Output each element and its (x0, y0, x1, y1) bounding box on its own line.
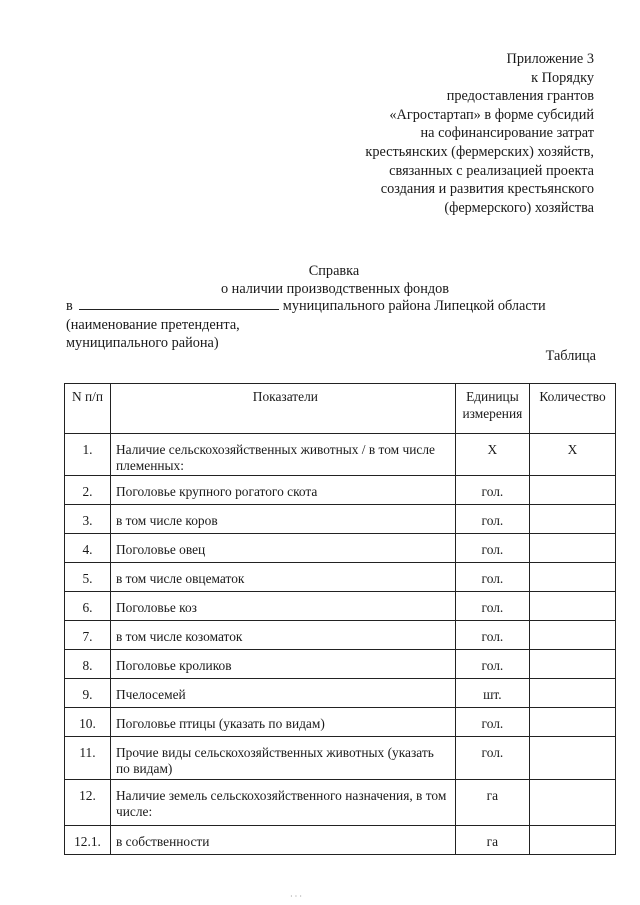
table-row (65, 563, 616, 592)
table-row (65, 505, 616, 534)
blank-note-line-1: (наименование претендента, (66, 317, 240, 333)
row-quantity[interactable] (530, 826, 616, 855)
row-quantity[interactable] (530, 476, 616, 505)
table-header-row (65, 384, 616, 434)
row-num: 11. (65, 737, 111, 780)
appendix-line: «Агростартап» в форме субсидий (389, 106, 594, 123)
table-row (65, 650, 616, 679)
row-unit: гол. (455, 708, 529, 737)
blank-note (66, 316, 240, 352)
row-quantity[interactable] (530, 708, 616, 737)
appendix-line: создания и развития крестьянского (380, 181, 594, 198)
row-num: 12. (65, 780, 111, 826)
production-assets-table (64, 383, 616, 855)
table-row (65, 679, 616, 708)
row-num: 6. (65, 592, 111, 621)
row-quantity[interactable] (530, 621, 616, 650)
table-row (65, 592, 616, 621)
row-num: 12.1. (65, 826, 111, 855)
table-row (65, 780, 616, 826)
row-unit: Х (455, 434, 529, 476)
row-num: 1. (65, 434, 111, 476)
row-unit: шт. (455, 679, 529, 708)
certificate-title: Справка (308, 263, 360, 279)
row-unit: гол. (455, 534, 529, 563)
row-indicator: Поголовье коз (110, 592, 455, 621)
row-indicator: в собственности (110, 826, 455, 855)
appendix-line: крестьянских (фермерских) хозяйств, (365, 143, 594, 160)
row-quantity[interactable] (530, 737, 616, 780)
row-unit: гол. (455, 563, 529, 592)
region-prefix: в (66, 298, 73, 314)
row-indicator: Поголовье кроликов (110, 650, 455, 679)
region-suffix: муниципального района Липецкой области (282, 298, 546, 314)
row-num: 7. (65, 621, 111, 650)
row-quantity[interactable] (530, 592, 616, 621)
row-quantity[interactable] (530, 650, 616, 679)
appendix-line: Приложение 3 (506, 51, 594, 67)
table-row (65, 534, 616, 563)
row-indicator: Поголовье овец (110, 534, 455, 563)
row-num: 9. (65, 679, 111, 708)
row-num: 5. (65, 563, 111, 592)
applicant-name-blank[interactable] (79, 296, 279, 310)
row-num: 3. (65, 505, 111, 534)
row-quantity[interactable] (530, 505, 616, 534)
row-indicator: в том числе коров (110, 505, 455, 534)
appendix-header (274, 50, 594, 217)
appendix-line: на софинансирование затрат (420, 125, 594, 142)
scan-dots: · · · (290, 892, 302, 901)
row-indicator: в том числе козоматок (110, 621, 455, 650)
appendix-line: предоставления грантов (446, 88, 594, 105)
header-num: N п/п (65, 384, 111, 434)
row-quantity[interactable] (530, 534, 616, 563)
row-indicator: в том числе овцематок (110, 563, 455, 592)
row-indicator: Наличие земель сельскохозяйственного назначения, в том числе: (110, 780, 455, 826)
header-quantity: Количество (530, 384, 616, 434)
appendix-line: к Порядку (531, 69, 594, 86)
row-indicator: Прочие виды сельскохозяйственных животных (указать по видам) (110, 737, 455, 780)
row-num: 2. (65, 476, 111, 505)
row-quantity[interactable] (530, 780, 616, 826)
header-indicator: Показатели (110, 384, 455, 434)
row-indicator: Поголовье птицы (указать по видам) (110, 708, 455, 737)
row-unit: гол. (455, 621, 529, 650)
row-indicator: Наличие сельскохозяйственных животных / в том числе племенных: (110, 434, 455, 476)
row-num: 8. (65, 650, 111, 679)
blank-note-line-2: муниципального района) (66, 335, 219, 351)
row-quantity[interactable]: Х (530, 434, 616, 476)
table-row (65, 708, 616, 737)
row-unit: гол. (455, 476, 529, 505)
table-row (65, 434, 616, 476)
row-unit: гол. (455, 592, 529, 621)
table-body (65, 434, 616, 855)
row-unit: га (455, 780, 529, 826)
appendix-line: (фермерского) хозяйства (444, 199, 594, 216)
table-label: Таблица (545, 348, 596, 364)
row-quantity[interactable] (530, 563, 616, 592)
table-row (65, 621, 616, 650)
row-unit: гол. (455, 737, 529, 780)
appendix-line: связанных с реализацией проекта (389, 162, 594, 179)
row-indicator: Поголовье крупного рогатого скота (110, 476, 455, 505)
row-indicator: Пчелосемей (110, 679, 455, 708)
table-row (65, 476, 616, 505)
row-unit: гол. (455, 650, 529, 679)
row-unit: га (455, 826, 529, 855)
row-quantity[interactable] (530, 679, 616, 708)
row-unit: гол. (455, 505, 529, 534)
row-num: 4. (65, 534, 111, 563)
table-row (65, 826, 616, 855)
certificate-title-block (0, 262, 640, 298)
table-row (65, 737, 616, 780)
certificate-subtitle: о наличии производственных фондов (220, 281, 450, 297)
region-line (66, 296, 546, 315)
header-unit: Единицы измерения (455, 384, 529, 434)
row-num: 10. (65, 708, 111, 737)
